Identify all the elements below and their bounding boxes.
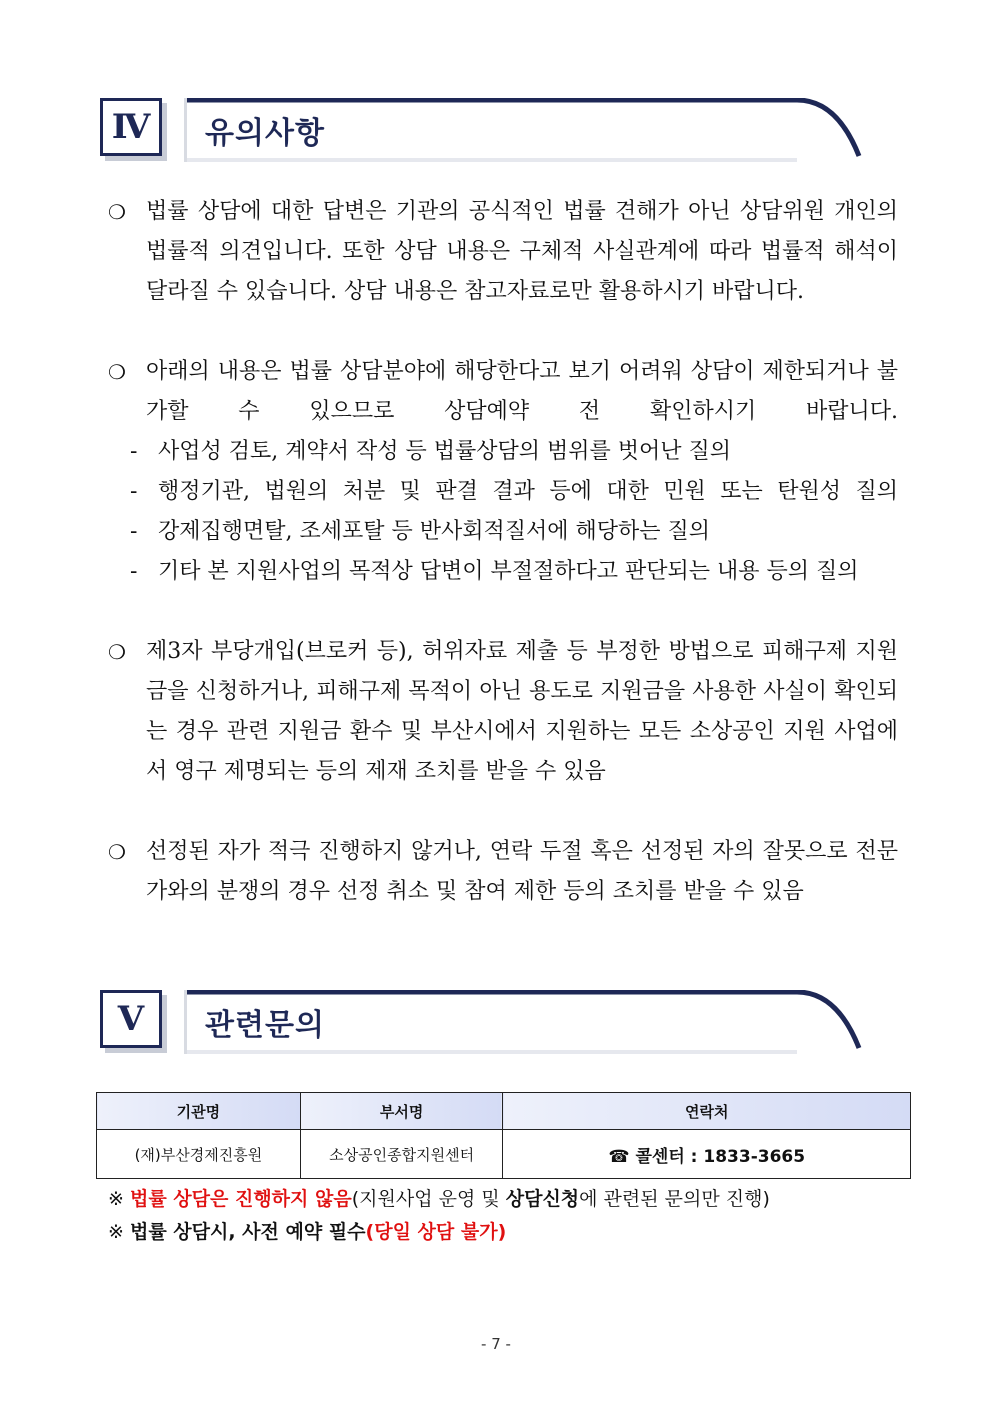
notice-paragraph-3	[108, 632, 898, 792]
notice-paragraph-2-text: 아래의 내용은 법률 상담분야에 해당한다고 보기 어려워 상담이 제한되거나 불가할 수 있으므로 상담예약 전 확인하시기 바랍니다.	[146, 359, 898, 424]
dash-item-4	[130, 552, 898, 592]
dash-item-2-text: 행정기관, 법원의 처분 및 판결 결과 등에 대한 민원 또는 탄원성 질의	[158, 479, 898, 504]
note-2-bold: 법률 상담시, 사전 예약 필수	[129, 1221, 366, 1243]
dash-item-3-text: 강제집행면탈, 조세포탈 등 반사회적질서에 해당하는 질의	[158, 519, 711, 544]
phone-number: 콜센터 : 1833-3665	[635, 1146, 806, 1167]
dash-item-2	[130, 472, 898, 512]
section-4-titlebar	[184, 98, 863, 162]
notice-paragraph-1	[108, 192, 898, 312]
dash-item-1	[130, 432, 898, 472]
section-4-numeral: Ⅳ	[100, 98, 162, 156]
table-row	[97, 1130, 911, 1179]
dash-item-3	[130, 512, 898, 552]
reference-mark-icon: ※	[108, 1188, 124, 1210]
contact-table	[96, 1092, 911, 1179]
phone-icon: ☎	[608, 1146, 630, 1167]
dash-mark: -	[130, 479, 138, 504]
header-dept: 부서명	[300, 1093, 503, 1130]
dash-item-1-text: 사업성 검토, 계약서 작성 등 법률상담의 범위를 벗어난 질의	[158, 439, 731, 464]
section-5-header	[100, 990, 860, 1058]
section-5-titlebar	[184, 990, 863, 1054]
notice-paragraph-4	[108, 832, 898, 912]
notice-paragraph-1-text: 법률 상담에 대한 답변은 기관의 공식적인 법률 견해가 아닌 상담위원 개인의 법률적 의견입니다. 또한 상담 내용은 구체적 사실관계에 따라 법률적 해석이 달라질 수 있습니다. 상담 내용은 참고자료로만 활용하시기 바랍니다.	[146, 199, 898, 304]
bullet-circle-icon: ❍	[108, 360, 126, 384]
notice-paragraph-3-text: 제3자 부당개입(브로커 등), 허위자료 제출 등 부정한 방법으로 피해구제 지원금을 신청하거나, 피해구제 목적이 아닌 용도로 지원금을 사용한 사실이 확인되는 경우 관련 지원금 환수 및 부산시에서 지원하는 모든 소상공인 지원 사업에서 영구 제명되는 등의 제재 조치를 받을 수 있음	[146, 639, 898, 784]
dash-mark: -	[130, 559, 138, 584]
note-1-rest2: 에 관련된 문의만 진행)	[579, 1188, 770, 1210]
table-header-row	[97, 1093, 911, 1130]
section-5-numeral: Ⅴ	[100, 990, 162, 1048]
note-1-rest1: (지원사업 운영 및	[351, 1188, 506, 1210]
notice-paragraph-2	[108, 352, 898, 432]
page-number: - 7 -	[481, 1335, 511, 1353]
bullet-circle-icon: ❍	[108, 840, 126, 864]
reference-mark-icon: ※	[108, 1221, 124, 1243]
note-1-bold: 상담신청	[505, 1188, 580, 1210]
note-2	[108, 1216, 506, 1248]
section-5-title: 관련문의	[205, 1008, 325, 1043]
note-1-red: 법률 상담은 진행하지 않음	[129, 1188, 352, 1210]
header-org: 기관명	[97, 1093, 301, 1130]
notice-paragraph-4-text: 선정된 자가 적극 진행하지 않거나, 연락 두절 혹은 선정된 자의 잘못으로 전문가와의 분쟁의 경우 선정 취소 및 참여 제한 등의 조치를 받을 수 있음	[146, 839, 898, 904]
bullet-circle-icon: ❍	[108, 200, 126, 224]
header-contact: 연락처	[503, 1093, 911, 1130]
bullet-circle-icon: ❍	[108, 640, 126, 664]
cell-dept: 소상공인종합지원센터	[300, 1130, 503, 1179]
section-4-title: 유의사항	[205, 116, 325, 151]
cell-phone	[503, 1130, 911, 1179]
section-4-header	[100, 98, 860, 166]
dash-item-4-text: 기타 본 지원사업의 목적상 답변이 부절절하다고 판단되는 내용 등의 질의	[158, 559, 859, 584]
note-1	[108, 1183, 770, 1215]
dash-mark: -	[130, 519, 138, 544]
cell-org: (재)부산경제진흥원	[97, 1130, 301, 1179]
dash-mark: -	[130, 439, 138, 464]
note-2-red: (당일 상담 불가)	[365, 1221, 507, 1243]
